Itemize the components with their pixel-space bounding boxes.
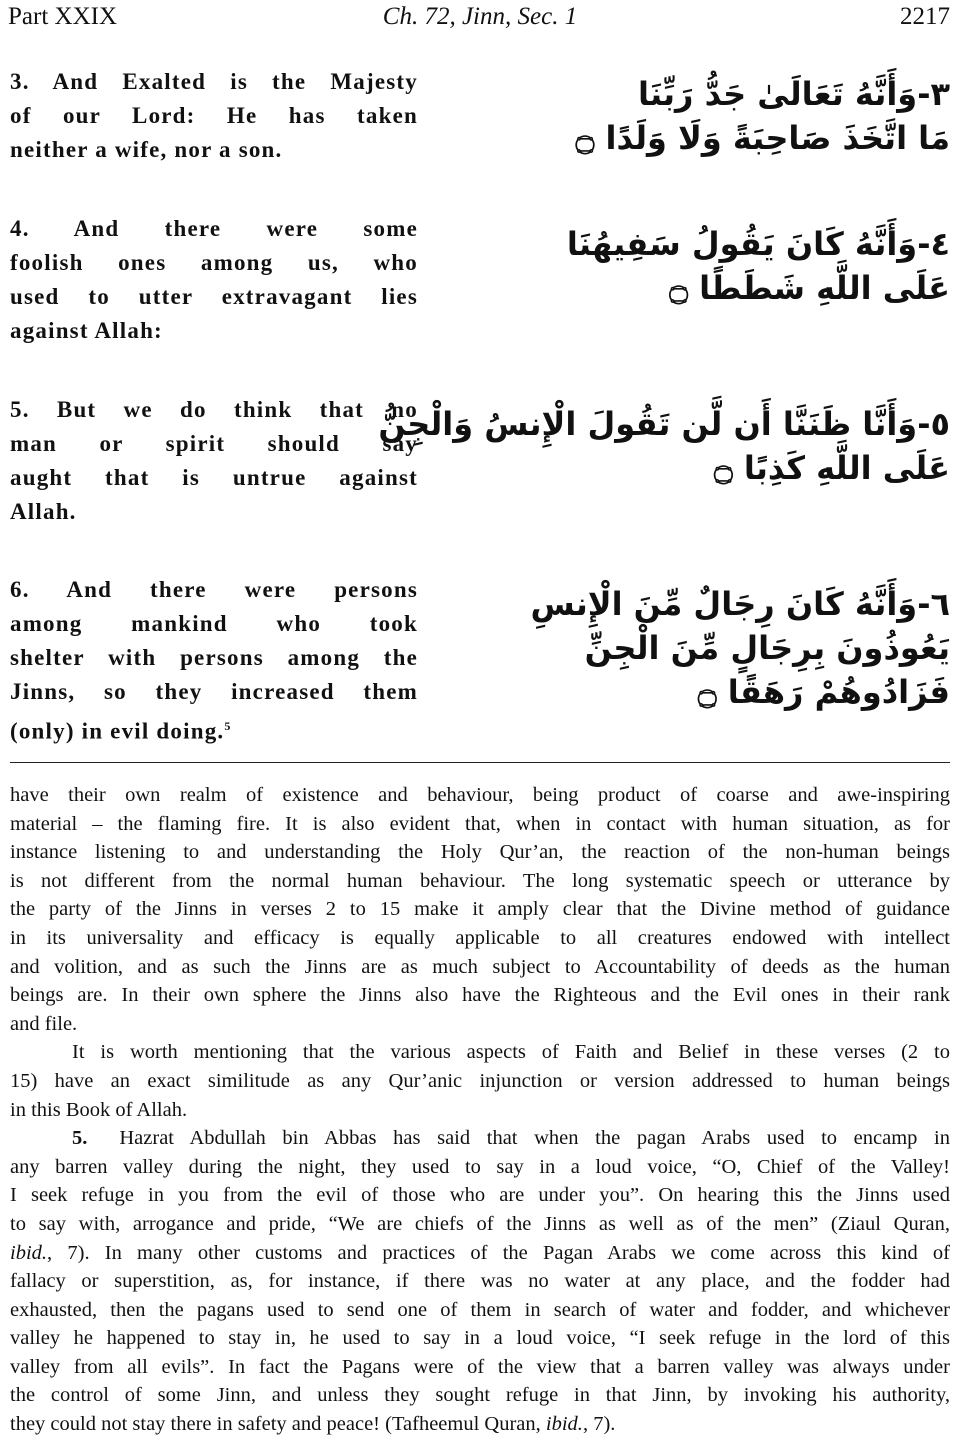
text-segment: and file.: [10, 1012, 78, 1035]
arabic-line: عَلَى اللَّهِ شَطَطًا ۝: [669, 269, 950, 307]
verse-translation: [10, 393, 418, 529]
text-segment: Hazrat Abdullah bin Abbas has said that when the pagan Arabs used to encamp in: [119, 1127, 950, 1150]
text-segment: ibid.: [10, 1241, 48, 1264]
verse-translation: [10, 65, 418, 167]
text-segment: fallacy or superstition, as, for instance, if there was no water at any place, and the fodder had: [10, 1270, 950, 1293]
verse-line: [10, 99, 418, 133]
verse-line-text: of our Lord: He has taken: [10, 103, 418, 128]
text-line: [10, 1267, 950, 1296]
text-line: [10, 781, 950, 810]
arabic-line: ٤-وَأَنَّهُ كَانَ يَقُولُ سَفِيهُنَا: [566, 225, 950, 263]
arabic-line: ٣-وَأَنَّهُ تَعَالَىٰ جَدُّ رَبِّنَا: [637, 75, 950, 113]
verse-line: [10, 461, 418, 495]
text-segment: is not different from the normal human behaviour. The long systematic speech or utterance by: [10, 869, 950, 892]
text-line: [10, 867, 950, 896]
verse-line: [10, 280, 418, 314]
text-line: [10, 953, 950, 982]
verse-arabic: [530, 582, 950, 714]
divider: [10, 762, 950, 763]
text-line: [10, 1239, 950, 1268]
verse-line-text: aught that is untrue against: [10, 465, 418, 490]
text-line: [10, 810, 950, 839]
footnote-number: 5.: [72, 1127, 88, 1150]
verse-line: [10, 65, 418, 99]
verse-line: [10, 393, 418, 427]
arabic-line: ٥-وَأَنَّا ظَنَنَّا أَن لَّن تَقُولَ الْإِنسُ وَالْجِنُّ: [378, 405, 950, 443]
verse-arabic: [566, 222, 950, 310]
verse-line-text: Jinns, so they increased them: [10, 679, 418, 704]
text-segment: valley he happened to stay in, he used to say in a loud voice, “I seek refuge in the lord of this: [10, 1327, 950, 1350]
arabic-line: مَا اتَّخَذَ صَاحِبَةً وَلَا وَلَدًا ۝: [575, 119, 950, 157]
text-segment: It is worth mentioning that the various aspects of Faith and Belief in these verses (2 to: [72, 1041, 950, 1064]
verse-line: [10, 495, 418, 529]
text-segment: the control of some Jinn, and unless they sought refuge in that Jinn, by invoking his authority,: [10, 1384, 950, 1407]
text-segment: material – the flaming fire. It is also evident that, when in contact with human situation, as for: [10, 812, 950, 835]
arabic-line: ٦-وَأَنَّهُ كَانَ رِجَالٌ مِّنَ الْإِنسِ: [530, 585, 950, 623]
text-line: [10, 1096, 950, 1125]
text-segment: beings are. In their own sphere the Jinns also have the Righteous and the Evil ones in their rank: [10, 984, 950, 1007]
text-segment: and volition, and as such the Jinns are as much subject to Accountability of deeds as the human: [10, 955, 950, 978]
text-segment: they could not stay there in safety and peace! (Tafheemul Quran,: [10, 1413, 546, 1436]
header-part: Part XXIX: [8, 3, 118, 30]
verse-line: [10, 314, 418, 348]
verse-line-text: used to utter extravagant lies: [10, 284, 418, 309]
footnote: [10, 1124, 950, 1439]
commentary: [10, 781, 950, 1439]
text-segment: valley from all evils”. In fact the Pagans were of the view that a barren valley was always under: [10, 1355, 950, 1378]
verse-line: [10, 246, 418, 280]
verse-line-text: (only) in evil doing.: [10, 718, 225, 744]
text-segment: 15) have an exact similitude as any Qur’anic injunction or version addressed to human beings: [10, 1069, 950, 1092]
header-chapter: Ch. 72, Jinn, Sec. 1: [382, 3, 578, 30]
text-line: [10, 838, 950, 867]
text-line: [10, 1296, 950, 1325]
text-segment: instance listening to and understanding the Holy Qur’an, the reaction of the non-human beings: [10, 841, 950, 864]
verse-line-text: foolish ones among us, who: [10, 250, 418, 275]
text-segment: I seek refuge in you from the evil of those who are under you”. On hearing this the Jinns used: [10, 1184, 950, 1207]
text-line: [10, 1410, 950, 1439]
text-line: [10, 1381, 950, 1410]
verse-line-text: among mankind who took: [10, 611, 418, 636]
text-line: [10, 1324, 950, 1353]
verse-arabic: [378, 402, 950, 490]
text-segment: , 7). In many other customs and practices of the Pagan Arabs we come across this kind of: [47, 1241, 950, 1264]
text-segment: the party of the Jinns in verses 2 to 15 make it amply clear that the Divine method of guidance: [10, 898, 950, 921]
verse-arabic: [570, 72, 950, 160]
text-segment: to say with, arrogance and pride, “We are chiefs of the Jinns as well as of the men” (Ziaul Quran,: [10, 1212, 950, 1235]
verse-line: [10, 427, 418, 461]
verse-line-text: 3. And Exalted is the Majesty: [10, 69, 418, 94]
text-segment: have their own realm of existence and behaviour, being product of coarse and awe-inspiring: [10, 784, 950, 806]
verse-line: [10, 607, 418, 641]
verse-line: [10, 675, 418, 709]
verse-line-text: shelter with persons among the: [10, 645, 418, 670]
verse-line-text: Allah.: [10, 499, 77, 524]
verse-line-text: 4. And there were some: [10, 216, 418, 241]
verse-line: [10, 709, 418, 749]
text-segment: exhausted, then the pagans used to send one of them in search of water and fodder, and whichever: [10, 1298, 950, 1321]
verse-line: [10, 573, 418, 607]
text-line: [10, 981, 950, 1010]
verse-line-text: 5. But we do think that no: [10, 397, 418, 422]
arabic-line: يَعُوذُونَ بِرِجَالٍ مِّنَ الْجِنِّ: [584, 629, 950, 667]
text-segment: any barren valley during the night, they used to say in a loud voice, “O, Chief of the Valley!: [10, 1155, 950, 1178]
text-line: [10, 1124, 950, 1153]
verse-translation: [10, 212, 418, 348]
verse-line-text: against Allah:: [10, 318, 163, 343]
text-line: [10, 924, 950, 953]
arabic-line: فَزَادُوهُمْ رَهَقًا ۝: [697, 673, 950, 711]
paragraph: [10, 781, 950, 1038]
verse-translation: [10, 573, 418, 749]
text-line: [10, 1010, 950, 1039]
text-line: [10, 1038, 950, 1067]
footnote-ref: 5: [224, 719, 232, 733]
text-line: [10, 1353, 950, 1382]
verse-line-text: man or spirit should say: [10, 431, 418, 456]
verse-line: [10, 133, 418, 167]
verse-line-text: 6. And there were persons: [10, 577, 418, 602]
page-number: 2217: [900, 3, 950, 30]
text-line: [10, 895, 950, 924]
text-segment: in this Book of Allah.: [10, 1098, 188, 1121]
text-segment: ibid.: [545, 1413, 583, 1436]
text-line: [10, 1210, 950, 1239]
text-segment: , 7).: [582, 1413, 616, 1436]
text-segment: in its universality and efficacy is equally applicable to all creatures endowed with intellect: [10, 926, 950, 949]
text-line: [10, 1067, 950, 1096]
verse-line-text: neither a wife, nor a son.: [10, 137, 283, 162]
text-line: [10, 1153, 950, 1182]
verse-line: [10, 641, 418, 675]
text-line: [10, 1181, 950, 1210]
verse-line: [10, 212, 418, 246]
arabic-line: عَلَى اللَّهِ كَذِبًا ۝: [713, 449, 950, 487]
paragraph: [10, 1038, 950, 1124]
